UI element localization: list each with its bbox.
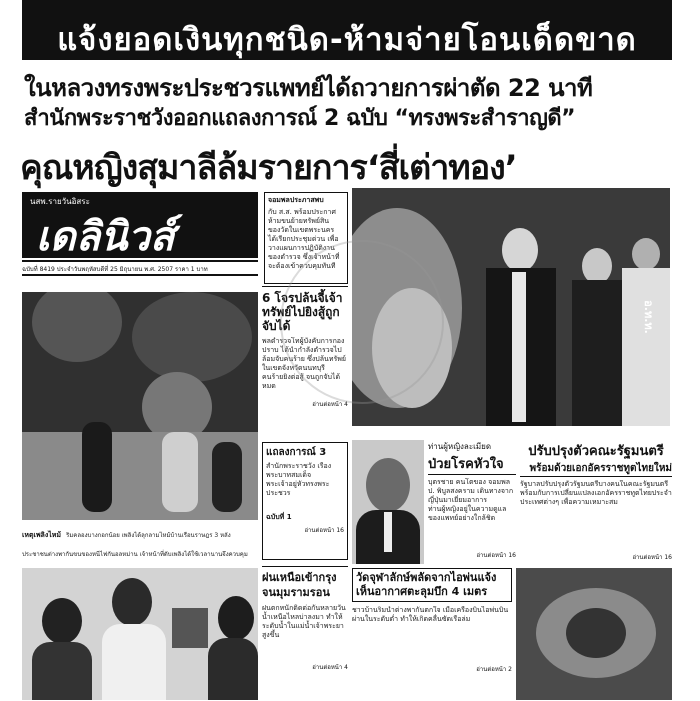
north-text: ฝนตกหนักติดต่อกันหลายวัน น้ำเหนือไหลบ่าลงมา ทำให้ระดับน้ำในแม่น้ำเจ้าพระยาสูงขึ้น [262,604,346,639]
secondary-headline-line2: สำนักพระราชวังออกแถลงการณ์ 2 ฉบับ “ทรงพระสำราญดี” [24,106,576,131]
bottom-left-photo [22,568,258,700]
main-headline: คุณหญิงสุมาลีล้มรายการ‘สี่เต่าทอง’ [20,148,517,188]
north-continued: อ่านต่อหน้า 4 [312,664,348,671]
masthead [22,192,258,284]
portrait-photo [352,440,424,564]
statement-headline: แถลงการณ์ 3 [266,447,327,458]
mid-text: บุตรชาย คนโตของ จอมพล ป. พิบูลสงคราม เดินทางจากญี่ปุ่นมาเยี่ยมอาการ ท่านผู้หญิงอยู่ในความดูแลของแพทย์อย่างใกล้ชิด [428,478,514,522]
statement-text: สำนักพระราชวัง เรื่อง พระบาทสมเด็จพระเจ้าอยู่หัวทรงพระประชวร [266,462,332,497]
mid-continued: อ่านต่อหน้า 16 [476,552,516,559]
fire-caption-text: ริมคลองบางกอกน้อย เพลิงได้ลุกลามไหม้บ้านเรือนราษฎร 3 หลัง ประชาชนต่างพากันขนของหนีไฟกันอลหม่าน เจ้าหน้าที่ดับเพลิงได้ใช้เวลานานจึงควบคุม [22,532,248,558]
boat-headline: วัดจุฬาลักษ์พลัดจากไอพ่นแจ้งเห็นอากาศตะลุมบึก 4 เมตร [352,568,512,602]
secondary-headline-line1: ในหลวงทรงพระประชวรแพทย์ได้ถวายการผ่าตัด 22 นาที [24,74,593,102]
boat-continued: อ่านต่อหน้า 2 [476,666,512,673]
top-banner [22,0,672,60]
story-statement [262,442,348,560]
cabinet-headline: ปรับปรุงตัวคณะรัฐมนตรี [528,444,664,459]
cabinet-subhead: พร้อมด้วยเอกอัครราชทูตไทยใหม่ [520,461,672,477]
masthead-plate [22,192,258,258]
fire-caption-lead: เหตุเพลิงไหม้ [22,531,62,539]
side-box-text: กับ ส.ส. พร้อมประกาศห้ามขนย้ายทรัพย์สินของวัดในเขตพระนคร ได้เรียกประชุมด่วน เพื่อวางแผนการปฏิบัติงานของตำรวจ ซึ่งเจ้าหน้าที่จะต้องเข้าควบคุมทันที [268,208,340,270]
masthead-rule [22,260,258,262]
seal-stamp [280,240,444,404]
masthead-issue-line: ฉบับที่ 8419 ประจำวันพฤหัสบดีที่ 25 มิถุนายน พ.ศ. 2507 ราคา 1 บาท [22,266,208,273]
masthead-rule-bottom [22,274,258,276]
robbery-text: พลตำรวจโทผู้บังคับการกองปราบ ได้นำกำลังตำรวจไปล้อมจับคนร้าย ซึ่งปล้นทรัพย์ในเขตจังหวัดนนทบุรี คนร้ายยิงต่อสู้ จนถูกจับได้หมด [262,337,346,390]
story-boat [352,568,512,700]
fire-caption [22,522,258,562]
story-north [262,566,348,701]
masthead-name: เดลินิวส์ [36,214,175,260]
statement-continued: อ่านต่อหน้า 16 [304,527,344,534]
fire-photo [22,292,258,520]
masthead-tagline: นสพ.รายวันอิสระ [30,197,90,206]
banner-headline: แจ้งยอดเงินทุกชนิด-ห้ามจ่ายโอนเด็ดขาด [57,22,637,58]
bottom-right-photo [516,568,672,700]
mid-kicker: ท่านผู้หญิงละเมียด [428,442,492,451]
robbery-headline: 6 โจรปล้นจี้เจ้าทรัพย์ไปยิงสู้ถูกจับได้ [262,291,343,333]
cabinet-text: รัฐบาลปรับปรุงตัวรัฐมนตรีบางคนในคณะรัฐมนตรี พร้อมกับการเปลี่ยนแปลงเอกอัครราชทูตไทยประจำประเทศต่างๆ เพื่อความเหมาะสม [520,480,672,506]
photo-credit: อ.ท.ท. [642,300,656,334]
statement-issue: ฉบับที่ 1 [266,513,292,521]
north-headline: ฝนเหนือเข้ากรุง จนมุมรามรอน [262,571,337,599]
side-box-heading: จอมพลประภาสพบ [268,196,324,204]
cabinet-continued: อ่านต่อหน้า 16 [632,554,672,561]
robbery-continued: อ่านต่อหน้า 4 [312,401,348,408]
boat-text: ชาวบ้านริมน้ำต่างพากันตกใจ เมื่อเครื่องบินไอพ่นบินผ่านในระดับต่ำ ทำให้เกิดคลื่นซัดเรือล่ม [352,606,509,623]
story-cabinet [520,440,672,564]
mid-headline: ป่วยโรคหัวใจ [428,453,516,475]
story-mid [428,440,516,564]
